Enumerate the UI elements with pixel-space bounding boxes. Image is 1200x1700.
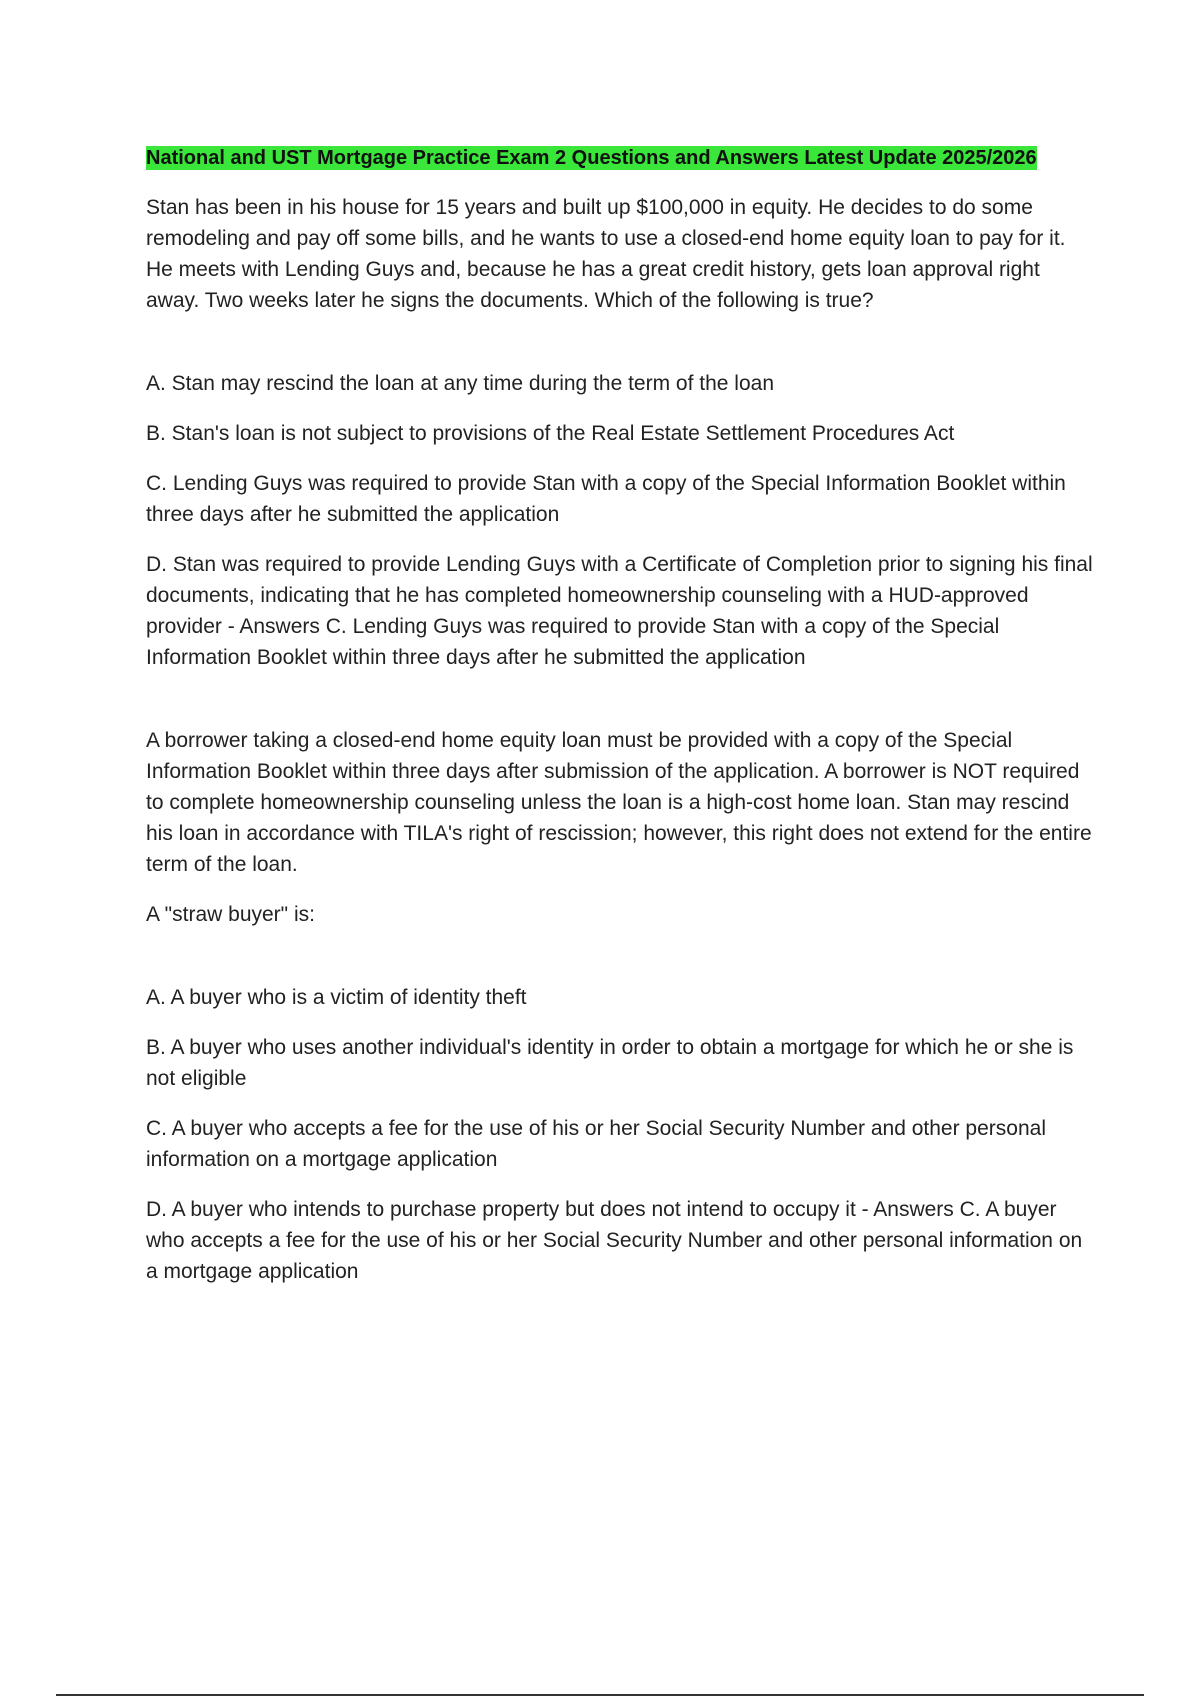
question-1-text: Stan has been in his house for 15 years and built up $100,000 in equity. He decides to do some remodeling and pay off some bills, and he wants to use a closed-end home equity loan to pay for it. He meets with Lending Guys and, because he has a great credit history, gets loan approval right away. Two weeks later he signs the documents. Which of the following is true? [146,196,1066,312]
title-highlight: National and UST Mortgage Practice Exam 2 Questions and Answers Latest Update 2025/2026 [146,147,1037,169]
question-1-explanation: A borrower taking a closed-end home equity loan must be provided with a copy of the Special Information Booklet within three days after submission of the application. A borrower is NOT required to complete homeownership counseling unless the loan is a high-cost home loan. Stan may rescind his loan in accordance with TILA's right of rescission; however, this right does not extend for the entire term of the loan. [146,729,1092,876]
question-1-option-d: D. Stan was required to provide Lending Guys with a Certificate of Completion prior to signing his final documents, indicating that he has completed homeownership counseling with a HUD-approved provider - Answers C. Lending Guys was required to provide Stan with a copy of the Special Information Booklet within three days after he submitted the application [146,553,1093,669]
document-title [146,142,1096,174]
question-2-text: A "straw buyer" is: [146,903,315,926]
question-2-option-c: C. A buyer who accepts a fee for the use of his or her Social Security Number and other personal information on a mortgage application [146,1117,1046,1171]
question-1-option-c: C. Lending Guys was required to provide Stan with a copy of the Special Information Booklet within three days after he submitted the application [146,472,1066,526]
question-2-option-b: B. A buyer who uses another individual's identity in order to obtain a mortgage for which he or she is not eligible [146,1036,1074,1090]
document-page [146,142,1096,1306]
question-1-option-b: B. Stan's loan is not subject to provisions of the Real Estate Settlement Procedures Act [146,422,955,445]
page-bottom-rule [56,1694,1144,1696]
question-2-option-a: A. A buyer who is a victim of identity theft [146,986,527,1009]
question-2-option-d: D. A buyer who intends to purchase property but does not intend to occupy it - Answers C. A buyer who accepts a fee for the use of his or her Social Security Number and other personal information on a mortgage application [146,1198,1083,1283]
question-1-option-a: A. Stan may rescind the loan at any time during the term of the loan [146,372,775,395]
